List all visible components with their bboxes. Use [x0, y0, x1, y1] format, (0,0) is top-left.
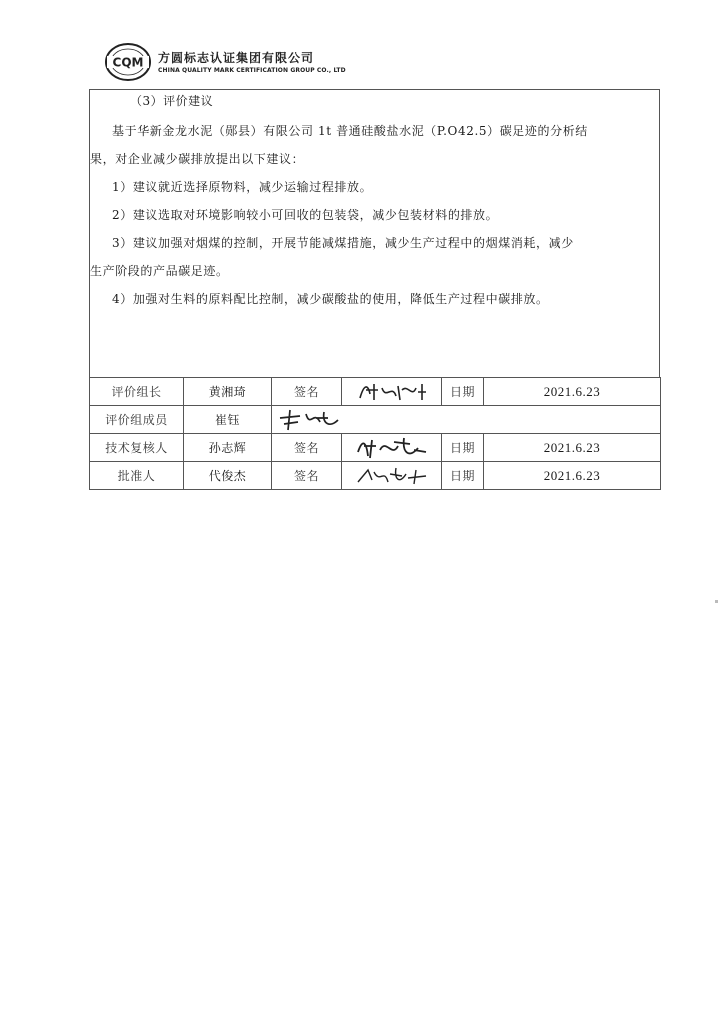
recommendation-3-cont: 生产阶段的产品碳足迹。 — [90, 264, 229, 278]
section-title: （3）评价建议 — [130, 94, 214, 108]
sign-label: 签名 — [272, 462, 342, 490]
recommendation-1: 1）建议就近选择原物料，减少运输过程排放。 — [112, 180, 373, 194]
handwritten-signature — [342, 462, 442, 490]
table-row — [90, 406, 661, 434]
role-label: 评价组长 — [90, 378, 184, 406]
role-label: 批准人 — [90, 462, 184, 490]
evaluation-section — [89, 89, 660, 377]
paragraph-line: 基于华新金龙水泥（郧县）有限公司 1t 普通硅酸盐水泥（P.O42.5）碳足迹的分析结 — [112, 124, 588, 138]
sign-label: 签名 — [272, 434, 342, 462]
date-label: 日期 — [442, 434, 484, 462]
role-label: 评价组成员 — [90, 406, 184, 434]
person-name: 崔钰 — [184, 406, 272, 434]
date-value: 2021.6.23 — [484, 378, 661, 406]
handwritten-signature — [342, 434, 442, 462]
date-value: 2021.6.23 — [484, 462, 661, 490]
letterhead — [100, 40, 440, 84]
date-label: 日期 — [442, 462, 484, 490]
person-name: 代俊杰 — [184, 462, 272, 490]
company-name-cn: 方圆标志认证集团有限公司 — [158, 51, 315, 65]
recommendation-4: 4）加强对生料的原料配比控制，减少碳酸盐的使用，降低生产过程中碳排放。 — [112, 292, 549, 306]
sign-label: 签名 — [272, 378, 342, 406]
svg-text:CQM: CQM — [112, 55, 144, 70]
company-name-en: CHINA QUALITY MARK CERTIFICATION GROUP CO., LTD — [158, 67, 346, 74]
signoff-table — [89, 377, 661, 490]
recommendation-3: 3）建议加强对烟煤的控制，开展节能减煤措施，减少生产过程中的烟煤消耗，减少 — [112, 236, 574, 250]
handwritten-signature — [272, 406, 661, 434]
recommendation-2: 2）建议选取对环境影响较小可回收的包装袋，减少包装材料的排放。 — [112, 208, 499, 222]
cqm-logo — [104, 42, 152, 82]
table-row — [90, 378, 661, 406]
table-row — [90, 462, 661, 490]
table-row — [90, 434, 661, 462]
date-value: 2021.6.23 — [484, 434, 661, 462]
date-label: 日期 — [442, 378, 484, 406]
role-label: 技术复核人 — [90, 434, 184, 462]
handwritten-signature — [342, 378, 442, 406]
scan-mark — [715, 600, 718, 603]
paragraph-line: 果，对企业减少碳排放提出以下建议： — [90, 152, 305, 166]
person-name: 孙志辉 — [184, 434, 272, 462]
person-name: 黄湘琦 — [184, 378, 272, 406]
